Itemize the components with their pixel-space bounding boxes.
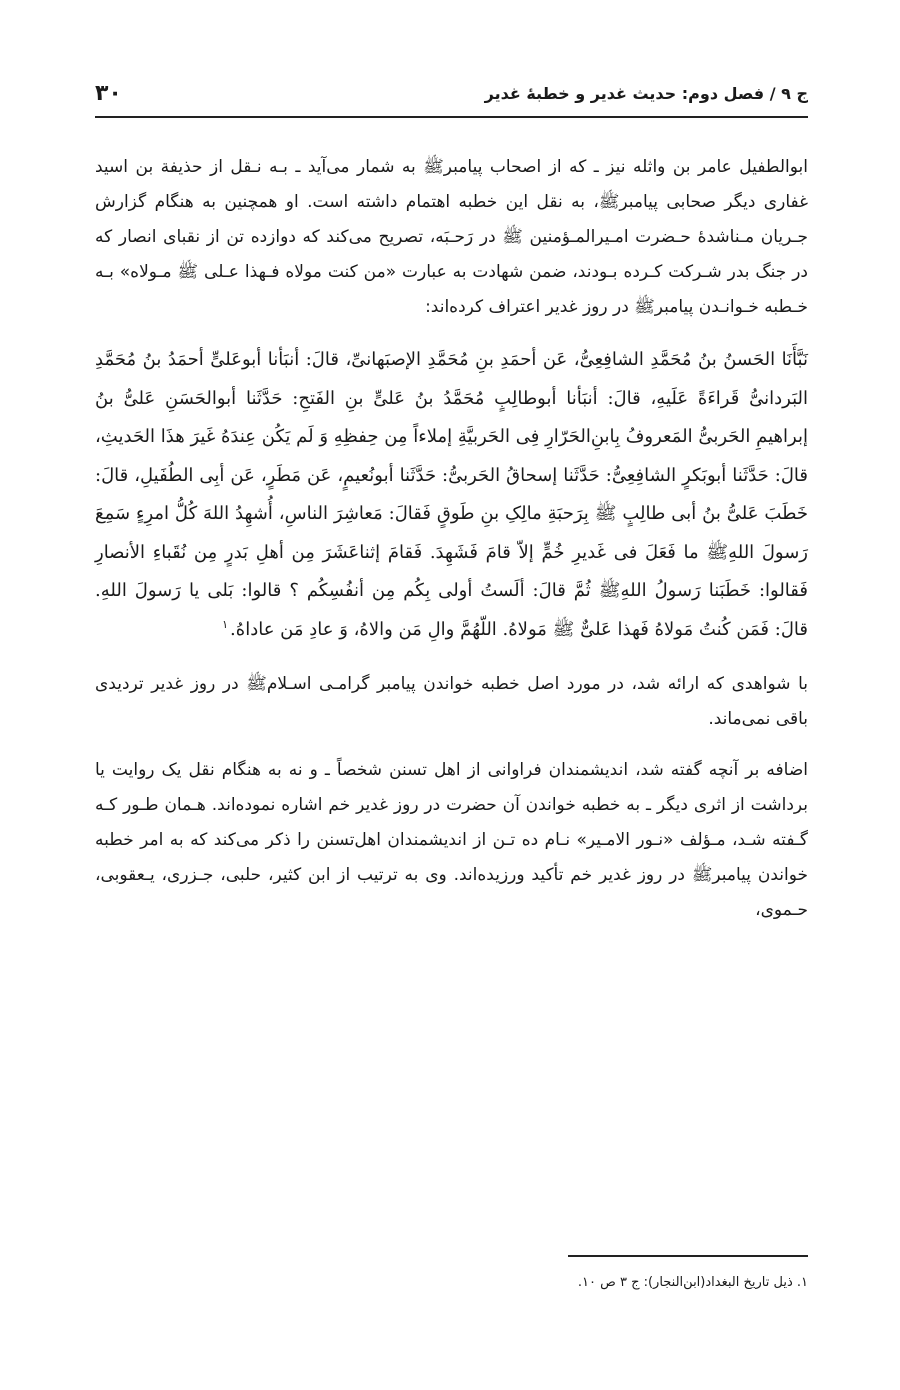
footnote-reference[interactable]: ۱ [222,617,229,631]
header-rule [95,116,808,118]
footnote: ۱. ذیل تاریخ البغداد(ابن‌النجار): ج ۳ ص ۱۰. [577,1275,808,1290]
footnote-rule [568,1255,808,1257]
paragraph-intro: ابوالطفیل عامر بن واثله نیز ـ که از اصحاب پیامبرﷺ به شمار می‌آید ـ بـه نـقل از حذیفة بن اسید غفاری دیگر صحابی پیامبرﷺ، به نقل این خطبه اهتمام داشته است. او همچنین به هنگام گزارش جـریان مـناشدهٔ حـضرت امـیرالمـؤمنین ﷺ در رَحـبَه، تصریح می‌کند که دوازده تن از نقبای انصار که در جنگ بدر شـرکت کـرده بـودند، ضمن شهادت به عبارت «من کنت مولاه فـهذا عـلی ﷺ مـولاه» بـه خـطبه خـوانـدن پیامبرﷺ در روز غدیر اعتراف کرده‌اند: [95,157,808,317]
hadith-quote [95,341,808,649]
running-title: ج ۹ / فصل دوم: حدیث غدیر و خطبهٔ غدیر [484,83,808,103]
book-page [95,60,808,1360]
hadith-text: نَبَّأَنَا الحَسنُ بنُ مُحَمَّدِ الشافِعِیُّ، عَن أحمَدِ بنِ مُحَمَّدِ الإصبَهانیِّ، قالَ: أنبَأنا أبوعَلیٍّ أحمَدُ بنُ مُحَمَّدِ البَردانیُّ قَراءَةً عَلَیهِ، قالَ: أنبَأنا أبوطالِبٍ مُحَمَّدُ بنُ عَلیٍّ بنِ الفَتحِ: حَدَّثَنا أبوالحَسَنِ عَلیُّ بنُ إبراهیمِ الحَربیُّ المَعروفُ بِابنِ‌الحَرّارِ فِی الحَربیَّةِ إملاءاً مِن حِفظِهِ وَ لَم یَکُن عِندَهُ غَیرَ هذَا الحَدیثِ، قالَ: حَدَّثَنا أبوبَکرٍ الشافِعِیُّ: حَدَّثَنا إسحاقُ الحَربیُّ: حَدَّثَنا أبونُعیمٍ، عَن مَطَرٍ، عَن أبِی الطُفَیلِ، قالَ: خَطَبَ عَلیُّ بنُ أبی طالِبٍ ﷺ بِرَحبَةِ مالِکِ بنِ طَوقٍ فَقالَ: مَعاشِرَ الناسِ، أُشهِدُ اللهَ کُلُّ امرِءٍ سَمِعَ رَسولَ اللهِﷺ ما فَعَلَ فی غَدیرِ خُمٍّ إلاّ قامَ فَشَهِدَ. فَقامَ إثناعَشَرَ مِن أهلِ بَدرٍ مِن نُقَباءِ الأنصارِ فَقالوا: خَطَبَنا رَسولُ اللهِﷺ ثُمَّ قالَ: ألَستُ أولی بِکُم مِن أنفُسِکُم ؟ قالوا: بَلی یا رَسولَ اللهِ. قالَ: فَمَن کُنتُ مَولاهُ فَهذا عَلیٌّ ﷺ مَولاهُ. اللّهُمَّ والِ مَن والاهُ، وَ عادِ مَن عاداهُ. [95,349,808,640]
page-number: ۳۰ [95,80,122,106]
running-header [95,75,808,111]
paragraph-scholars: اضافه بر آنچه گفته شد، اندیشمندان فراوانی از اهل تسنن شخصاً ـ و نه به هنگام نقل یک روایت یا برداشت از اثری دیگر ـ به خطبه خواندن آن حضرت در روز غدیر خم اشاره نموده‌اند. هـمان طـور کـه گـفته شـد، مـؤلف «نـور الامـیر» نـام ده تـن از اندیشمندان اهل‌تسنن را ذکر می‌کند که به امر خطبه خواندن پیامبرﷺ در روز غدیر خم تأکید ورزیده‌اند. وی به ترتیب از ابن کثیر، حلبی، جـزری، یـعقوبی، حـموی، [95,760,808,920]
paragraph-conclusion: با شواهدی که ارائه شد، در مورد اصل خطبه خواندن پیامبر گرامـی اسـلامﷺ در روز غدیر تردیدی باقی نمی‌ماند. [95,674,808,729]
page-body [95,150,808,944]
